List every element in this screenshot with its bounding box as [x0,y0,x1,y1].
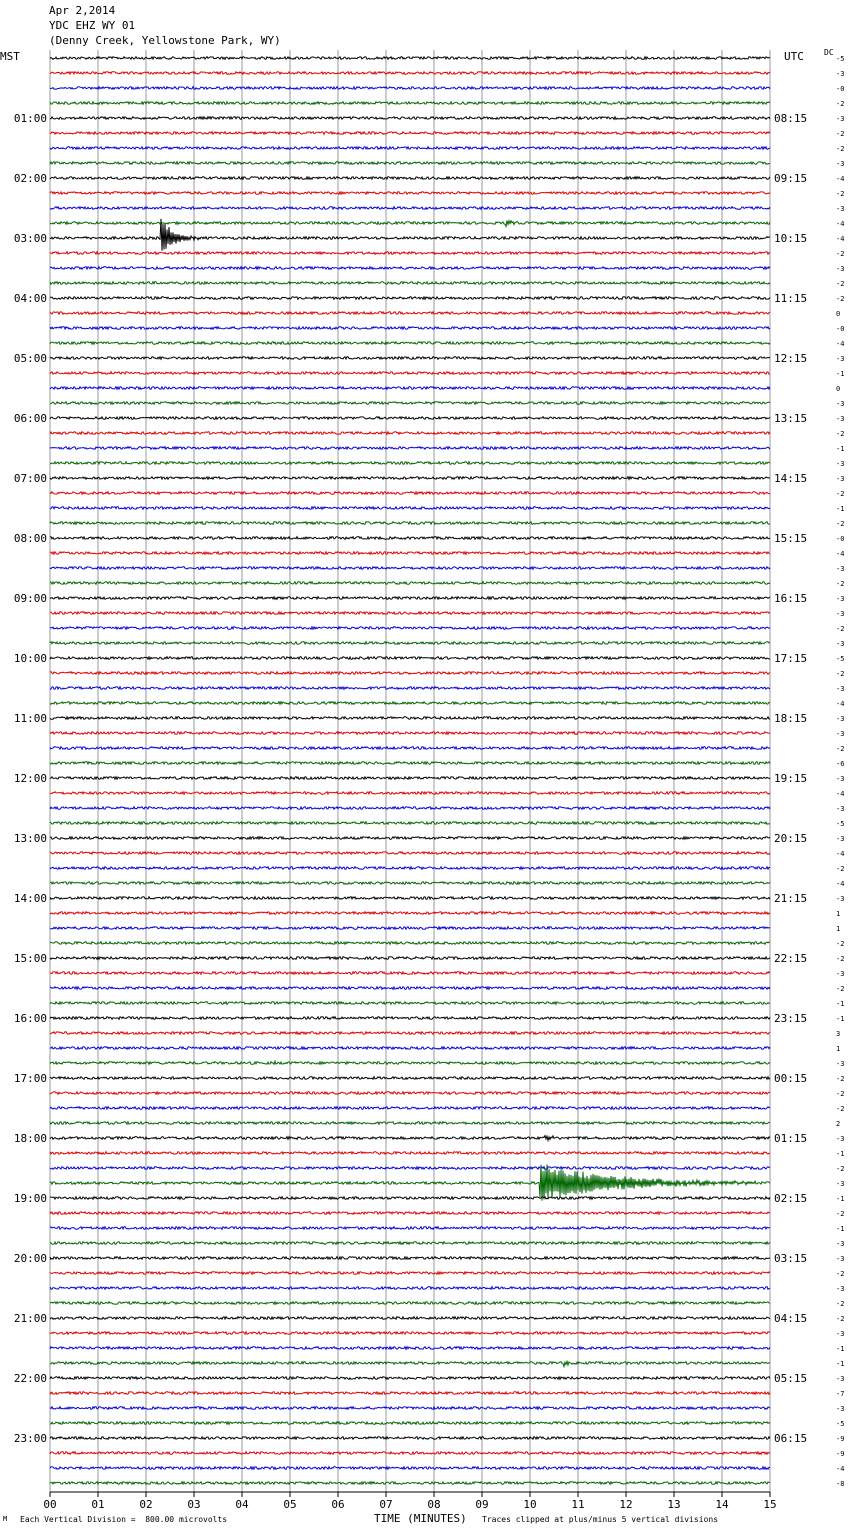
trace-row [50,387,770,390]
trace-row [50,882,770,885]
trace-row [50,297,770,300]
trace-row [50,1272,770,1275]
trace-row [50,807,770,810]
dc-offset-label: -2 [836,1300,845,1308]
trace-row [50,1452,770,1455]
dc-offset-label: -2 [836,940,845,948]
dc-offset-label: -2 [836,745,845,753]
left-hour-label: 12:00 [13,772,47,785]
left-hour-label: 16:00 [13,1012,47,1025]
dc-offset-label: -8 [836,1480,845,1488]
dc-offset-label: -3 [836,970,845,978]
right-hour-label: 19:15 [774,772,808,785]
x-tick-label: 06 [331,1498,345,1511]
trace-row [50,1077,770,1080]
trace-row [50,207,770,210]
trace-row [50,612,770,615]
clip-note: Traces clipped at plus/minus 5 vertical divisions [482,1515,719,1524]
right-hour-label: 03:15 [774,1252,808,1265]
right-hour-label: 05:15 [774,1372,808,1385]
dc-offset-label: -2 [836,1315,845,1323]
dc-offset-label: -3 [836,1330,845,1338]
dc-offset-label: -1 [836,445,845,453]
dc-offset-label: -9 [836,1450,845,1458]
dc-offset-label: -3 [836,475,845,483]
dc-offset-label: -1 [836,1345,845,1353]
trace-row [50,927,770,930]
dc-offset-label: -2 [836,100,845,108]
trace-row [50,777,770,780]
trace-row [50,537,770,540]
dc-offset-label: -1 [836,1195,845,1203]
trace-row [50,447,770,450]
trace-row [50,522,770,525]
trace-row [50,462,770,465]
left-hour-label: 19:00 [13,1192,47,1205]
trace-row [50,477,770,480]
dc-offset-header: DC [824,48,834,57]
trace-row [50,1257,770,1260]
trace-row [50,1227,770,1230]
left-hour-label: 14:00 [13,892,47,905]
dc-offset-label: -2 [836,580,845,588]
trace-row [50,1377,770,1380]
dc-offset-label: -1 [836,1225,845,1233]
trace-row [50,507,770,510]
trace-row [50,912,770,915]
dc-offset-label: 2 [836,1120,841,1128]
dc-offset-label: -2 [836,130,845,138]
dc-offset-label: -6 [836,760,845,768]
x-tick-label: 11 [571,1498,585,1511]
dc-offset-label: -2 [836,1270,845,1278]
trace-row [50,1212,770,1215]
dc-offset-label: -3 [836,685,845,693]
right-hour-label: 13:15 [774,412,808,425]
dc-offset-label: -1 [836,1360,845,1368]
dc-offset-label: -3 [836,400,845,408]
x-tick-label: 13 [667,1498,681,1511]
dc-offset-label: -3 [836,355,845,363]
right-hour-label: 08:15 [774,112,808,125]
dc-offset-label: -4 [836,220,845,228]
right-hour-label: 04:15 [774,1312,808,1325]
dc-offset-label: -2 [836,625,845,633]
right-hour-label: 06:15 [774,1432,808,1445]
trace-row [50,792,770,795]
dc-offset-label: -4 [836,880,845,888]
trace-row [50,252,770,255]
trace-row [50,867,770,870]
trace-row [50,747,770,750]
dc-offset-label: -2 [836,1105,845,1113]
trace-row [50,732,770,735]
left-hour-label: 13:00 [13,832,47,845]
dc-offset-label: -3 [836,730,845,738]
trace-row [50,221,770,227]
trace-row [50,1017,770,1020]
trace-row [50,177,770,180]
dc-offset-label: -1 [836,1000,845,1008]
x-axis-title: TIME (MINUTES) [374,1512,467,1525]
trace-row [50,1164,770,1200]
trace-row [50,1197,770,1200]
left-hour-label: 07:00 [13,472,47,485]
dc-offset-label: -3 [836,70,845,78]
trace-row [50,1136,770,1141]
right-hour-label: 18:15 [774,712,808,725]
trace-row [50,1392,770,1395]
left-hour-label: 01:00 [13,112,47,125]
left-hour-label: 10:00 [13,652,47,665]
trace-row [50,492,770,495]
dc-offset-label: -2 [836,670,845,678]
trace-row [50,942,770,945]
dc-offset-label: -3 [836,160,845,168]
right-hour-label: 23:15 [774,1012,808,1025]
trace-row [50,357,770,360]
dc-offset-label: -4 [836,850,845,858]
x-tick-label: 03 [187,1498,201,1511]
dc-offset-label: -5 [836,55,845,63]
dc-offset-label: 0 [836,310,841,318]
trace-row [50,87,770,90]
dc-offset-label: -2 [836,295,845,303]
x-tick-label: 12 [619,1498,633,1511]
dc-offset-label: -3 [836,715,845,723]
dc-offset-label: -3 [836,610,845,618]
dc-offset-label: -3 [836,1060,845,1068]
dc-offset-label: -2 [836,280,845,288]
trace-row [50,1437,770,1440]
trace-row [50,1092,770,1095]
x-tick-label: 04 [235,1498,249,1511]
dc-offset-label: -2 [836,430,845,438]
trace-row [50,342,770,345]
right-hour-label: 20:15 [774,832,808,845]
trace-row [50,1061,770,1064]
trace-row [50,1152,770,1155]
trace-row [50,897,770,900]
dc-offset-label: -2 [836,1165,845,1173]
dc-offset-label: -0 [836,535,845,543]
left-hour-label: 03:00 [13,232,47,245]
dc-offset-label: -2 [836,865,845,873]
left-hour-label: 11:00 [13,712,47,725]
dc-offset-label: -3 [836,460,845,468]
x-tick-label: 07 [379,1498,393,1511]
dc-offset-label: -3 [836,1375,845,1383]
left-hour-label: 23:00 [13,1432,47,1445]
corner-mark: M [3,1515,8,1523]
x-tick-label: 09 [475,1498,489,1511]
trace-row [50,1047,770,1050]
right-hour-label: 22:15 [774,952,808,965]
dc-offset-label: -2 [836,1090,845,1098]
trace-row [50,1287,770,1290]
dc-offset-label: -3 [836,115,845,123]
dc-offset-label: -4 [836,550,845,558]
left-hour-label: 20:00 [13,1252,47,1265]
dc-offset-label: -3 [836,565,845,573]
trace-row [50,1032,770,1035]
trace-row [50,567,770,570]
trace-row [50,972,770,975]
dc-offset-label: -1 [836,370,845,378]
trace-row [50,1332,770,1335]
trace-row [50,762,770,765]
dc-offset-label: -9 [836,1435,845,1443]
trace-row [50,312,770,315]
trace-row [50,402,770,405]
dc-offset-label: -7 [836,1390,845,1398]
trace-row [50,1467,770,1470]
dc-offset-label: -3 [836,1285,845,1293]
dc-offset-label: -4 [836,340,845,348]
plot-date: Apr 2,2014 [49,4,116,17]
trace-row [50,372,770,375]
dc-offset-label: -4 [836,700,845,708]
trace-row [50,642,770,645]
dc-offset-label: -3 [836,415,845,423]
left-hour-label: 21:00 [13,1312,47,1325]
right-timezone-label: UTC [784,50,804,63]
trace-row [50,282,770,285]
x-tick-label: 14 [715,1498,729,1511]
station-code: YDC EHZ WY 01 [49,19,136,32]
trace-row [50,582,770,585]
station-location: (Denny Creek, Yellowstone Park, WY) [49,34,281,47]
left-hour-label: 04:00 [13,292,47,305]
x-tick-label: 15 [763,1498,777,1511]
x-tick-label: 10 [523,1498,537,1511]
dc-offset-label: -2 [836,1210,845,1218]
trace-row [50,1317,770,1320]
dc-offset-label: -3 [836,595,845,603]
x-tick-label: 05 [283,1498,297,1511]
left-hour-label: 02:00 [13,172,47,185]
trace-row [50,102,770,105]
trace-row [50,267,770,270]
trace-row [50,717,770,720]
left-timezone-label: MST [0,50,20,63]
dc-offset-label: -3 [836,1180,845,1188]
trace-row [50,822,770,825]
left-hour-label: 08:00 [13,532,47,545]
left-hour-label: 17:00 [13,1072,47,1085]
right-hour-label: 09:15 [774,172,808,185]
right-hour-label: 21:15 [774,892,808,905]
trace-row [50,852,770,855]
scale-note: Each Vertical Division = 800.00 microvolts [20,1515,228,1524]
left-hour-label: 15:00 [13,952,47,965]
dc-offset-label: -3 [836,1255,845,1263]
dc-offset-label: -0 [836,325,845,333]
trace-row [50,417,770,420]
dc-offset-label: -1 [836,505,845,513]
right-hour-label: 12:15 [774,352,808,365]
right-hour-label: 02:15 [774,1192,808,1205]
left-hour-label: 09:00 [13,592,47,605]
trace-row [50,162,770,165]
dc-offset-label: -3 [836,835,845,843]
right-hour-label: 14:15 [774,472,808,485]
dc-offset-label: -2 [836,490,845,498]
dc-offset-label: -4 [836,175,845,183]
dc-offset-label: 1 [836,925,841,933]
dc-offset-label: -1 [836,1015,845,1023]
dc-offset-label: -3 [836,265,845,273]
trace-row [50,72,770,75]
left-hour-label: 06:00 [13,412,47,425]
dc-offset-label: -2 [836,145,845,153]
dc-offset-label: -4 [836,1465,845,1473]
dc-offset-label: -3 [836,1240,845,1248]
trace-row [50,672,770,675]
dc-offset-label: -1 [836,1150,845,1158]
trace-row [50,327,770,330]
trace-row [50,132,770,135]
right-hour-label: 11:15 [774,292,808,305]
x-tick-label: 08 [427,1498,441,1511]
trace-row [50,57,770,60]
trace-row [50,1167,770,1170]
dc-offset-label: -3 [836,805,845,813]
trace-row [50,192,770,195]
x-tick-label: 00 [43,1498,57,1511]
dc-offset-label: -4 [836,235,845,243]
trace-row [50,1407,770,1410]
dc-offset-label: -2 [836,1075,845,1083]
left-hour-label: 22:00 [13,1372,47,1385]
right-hour-label: 01:15 [774,1132,808,1145]
right-hour-label: 10:15 [774,232,808,245]
dc-offset-label: -3 [836,640,845,648]
trace-row [50,1302,770,1305]
right-hour-label: 00:15 [774,1072,808,1085]
trace-row [50,687,770,690]
x-tick-label: 01 [91,1498,105,1511]
dc-offset-label: -3 [836,1405,845,1413]
trace-row [50,432,770,435]
right-hour-label: 15:15 [774,532,808,545]
trace-row [50,657,770,660]
dc-offset-label: -2 [836,955,845,963]
dc-offset-label: 3 [836,1030,841,1038]
dc-offset-label: -3 [836,775,845,783]
trace-row [50,1002,770,1005]
left-hour-label: 18:00 [13,1132,47,1145]
dc-offset-label: -5 [836,1420,845,1428]
trace-row [50,987,770,990]
trace-row [50,552,770,555]
trace-row [50,1422,770,1425]
trace-row [50,1347,770,1350]
dc-offset-label: -5 [836,820,845,828]
trace-row [50,1482,770,1485]
trace-row [50,1107,770,1110]
dc-offset-label: -2 [836,190,845,198]
trace-row [50,1242,770,1245]
trace-row [50,147,770,150]
dc-offset-label: -2 [836,520,845,528]
dc-offset-label: -0 [836,85,845,93]
dc-offset-label: -5 [836,655,845,663]
trace-row [50,837,770,840]
dc-offset-label: 1 [836,910,841,918]
x-tick-label: 02 [139,1498,153,1511]
trace-row [50,597,770,600]
trace-row [50,702,770,705]
dc-offset-label: -3 [836,895,845,903]
dc-offset-label: 0 [836,385,841,393]
trace-row [50,1361,770,1366]
right-hour-label: 17:15 [774,652,808,665]
right-hour-label: 16:15 [774,592,808,605]
dc-offset-label: -3 [836,1135,845,1143]
dc-offset-label: -4 [836,790,845,798]
dc-offset-label: -2 [836,985,845,993]
dc-offset-label: -3 [836,205,845,213]
dc-offset-label: -2 [836,250,845,258]
trace-row [50,957,770,960]
trace-row [50,1122,770,1125]
dc-offset-label: 1 [836,1045,841,1053]
trace-row [50,117,770,120]
left-hour-label: 05:00 [13,352,47,365]
trace-row [50,627,770,630]
